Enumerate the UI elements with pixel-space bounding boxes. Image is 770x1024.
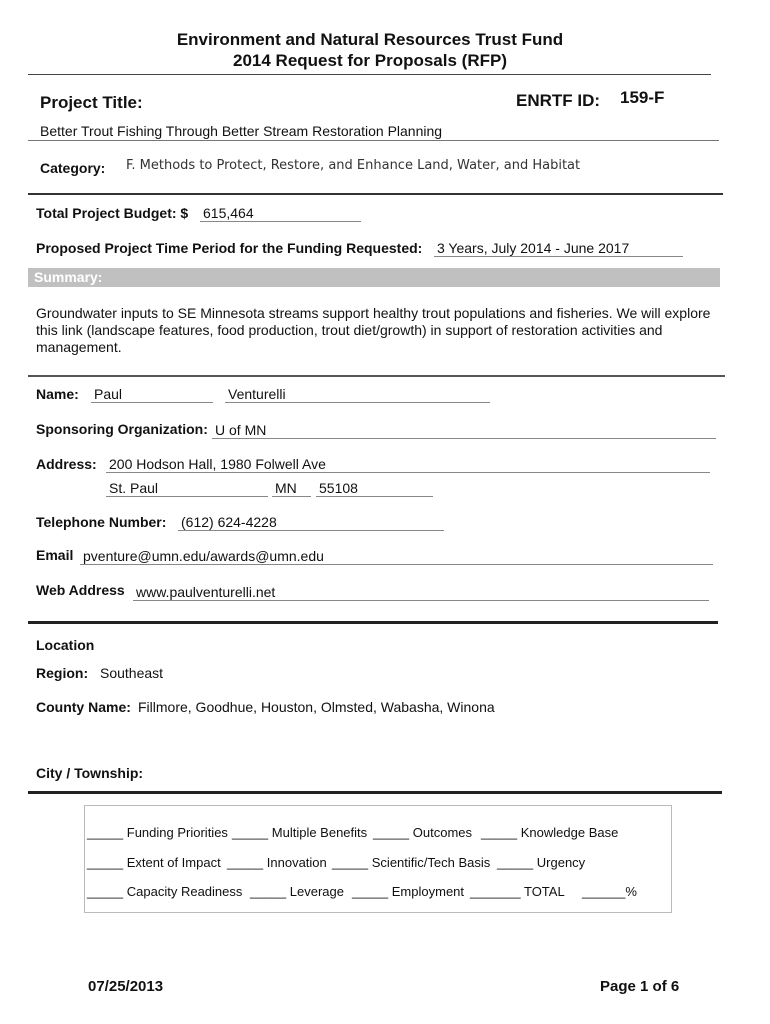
score-extent-of-impact: _____ Extent of Impact [87,855,221,870]
address-label: Address: [36,456,97,472]
web-field[interactable]: www.paulventurelli.net [133,584,709,601]
first-name-field[interactable]: Paul [91,386,213,403]
contact-divider [28,621,718,624]
score-scientific-basis: _____ Scientific/Tech Basis [332,855,491,870]
name-label: Name: [36,386,79,402]
project-title-value[interactable]: Better Trout Fishing Through Better Stream Restoration Planning [40,123,443,139]
county-value[interactable]: Fillmore, Goodhue, Houston, Olmsted, Wabasha, Winona [138,699,495,715]
location-heading: Location [36,637,95,653]
enrtf-id-value: 159-F [620,88,665,107]
street-field[interactable]: 200 Hodson Hall, 1980 Folwell Ave [106,456,710,473]
score-employment: _____ Employment [352,884,465,899]
category-label: Category: [40,160,106,176]
summary-divider [28,375,725,377]
score-leverage: _____ Leverage [250,884,344,899]
category-value[interactable]: F. Methods to Protect, Restore, and Enhance Land, Water, and Habitat [126,158,581,173]
form-subtitle: 2014 Request for Proposals (RFP) [233,51,507,70]
footer-date: 07/25/2013 [88,978,164,995]
org-label: Sponsoring Organization: [36,421,208,437]
score-innovation: _____ Innovation [227,855,327,870]
project-title-label: Project Title: [40,93,143,112]
email-field[interactable]: pventure@umn.edu/awards@umn.edu [80,548,713,565]
score-outcomes: _____ Outcomes [373,825,473,840]
email-label: Email [36,547,74,563]
title-underline [28,140,719,141]
region-label: Region: [36,665,89,681]
category-divider [28,193,723,195]
phone-field[interactable]: (612) 624-4228 [178,514,444,531]
score-funding-priorities: _____ Funding Priorities [87,825,228,840]
county-label: County Name: [36,699,131,715]
state-field[interactable]: MN [272,480,311,497]
location-divider [28,791,722,794]
zip-field[interactable]: 55108 [316,480,433,497]
city-field[interactable]: St. Paul [106,480,268,497]
score-capacity-readiness: _____ Capacity Readiness [87,884,243,899]
form-title: Environment and Natural Resources Trust Fund [176,30,564,49]
last-name-field[interactable]: Venturelli [225,386,490,403]
enrtf-id-label: ENRTF ID: [516,91,601,110]
score-multiple-benefits: _____ Multiple Benefits [232,825,368,840]
header-divider [28,74,711,75]
footer-page-number: Page 1 of 6 [600,978,680,995]
score-knowledge-base: _____ Knowledge Base [481,825,619,840]
budget-label: Total Project Budget: $ [36,205,189,221]
web-label: Web Address [36,582,125,598]
score-total: _______ TOTAL [470,884,565,899]
summary-text[interactable]: Groundwater inputs to SE Minnesota streams support healthy trout populations and fisheries. We will explore this link (landscape features, food production, trout diet/growth) in support of restoration activities and management. [36,305,711,355]
score-urgency: _____ Urgency [497,855,586,870]
period-label: Proposed Project Time Period for the Funding Requested: [36,240,423,256]
phone-label: Telephone Number: [36,514,167,530]
period-value[interactable]: 3 Years, July 2014 - June 2017 [434,240,683,257]
summary-header: Summary: [28,268,720,287]
score-percent: ______% [582,884,637,899]
org-field[interactable]: U of MN [212,422,716,439]
region-value[interactable]: Southeast [100,665,164,681]
budget-value[interactable]: 615,464 [200,205,361,222]
city-township-label: City / Township: [36,765,144,781]
